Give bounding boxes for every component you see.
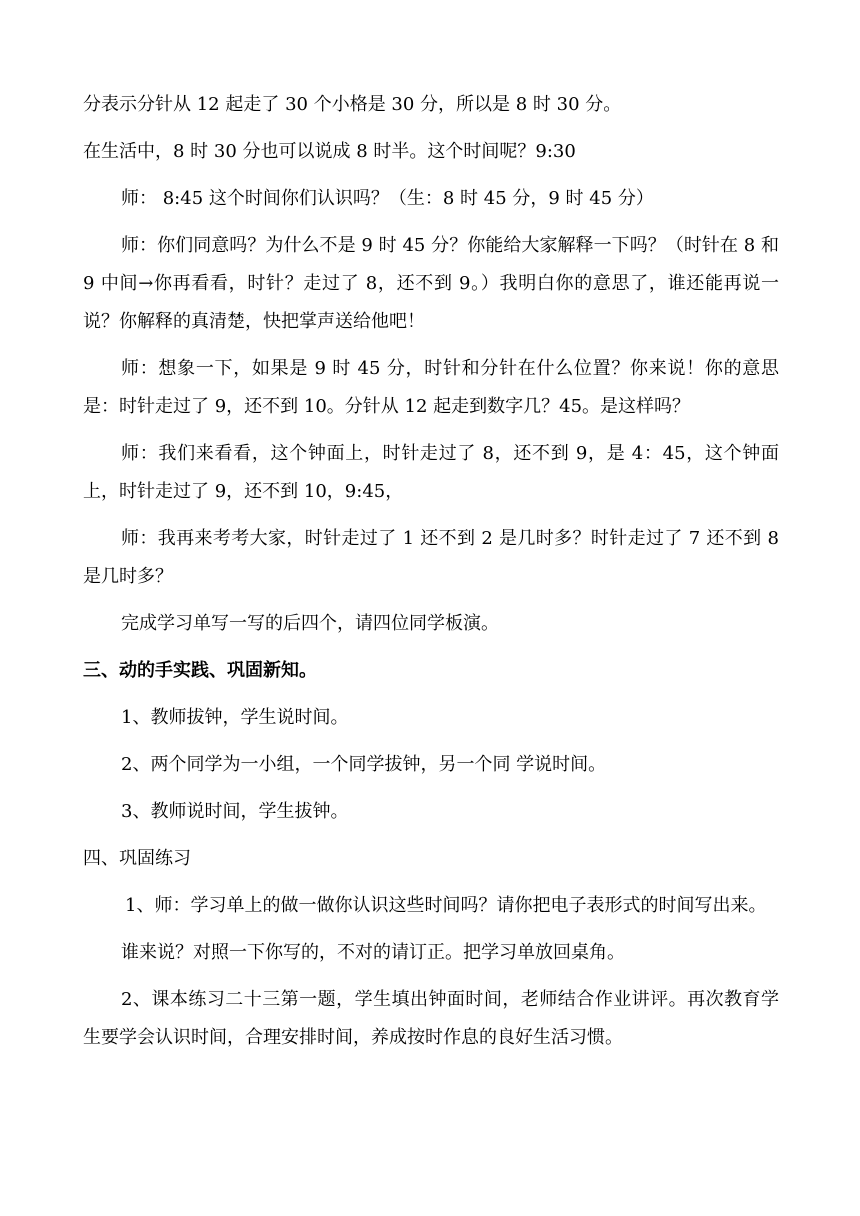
list-item-3: 3、教师说时间，学生拔钟。 [121, 801, 349, 822]
exercise-1: 1、师：学习单上的做一做你认识这些时间吗？请你把电子表形式的时间写出来。 [125, 895, 767, 916]
section-heading-3: 三、动的手实践、巩固新知。 [83, 660, 317, 681]
paragraph-8: 完成学习单写一写的后四个，请四位同学板演。 [121, 613, 499, 634]
paragraph-3: 师： 8:45 这个时间你们认识吗？（生：8 时 45 分，9 时 45 分） [121, 188, 654, 209]
paragraph-1: 分表示分针从 12 起走了 30 个小格是 30 分，所以是 8 时 30 分。 [83, 94, 622, 115]
paragraph-6: 师：我们来看看，这个钟面上，时针走过了 8，还不到 9，是 4：45，这个钟面上，时针走过了 9，还不到 10，9:45， [83, 443, 779, 502]
paragraph-5: 师：想象一下，如果是 9 时 45 分，时针和分针在什么位置？你来说！你的意思是：时针走过了 9，还不到 10。分针从 12 起走到数字几？45。是这样吗？ [83, 358, 779, 417]
exercise-2: 2、课本练习二十三第一题，学生填出钟面时间，老师结合作业讲评。再次教育学生要学会认识时间，合理安排时间，养成按时作息的良好生活习惯。 [83, 989, 779, 1048]
paragraph-2: 在生活中，8 时 30 分也可以说成 8 时半。这个时间呢？9:30 [83, 141, 576, 162]
document-body [83, 86, 779, 1066]
paragraph-4: 师：你们同意吗？为什么不是 9 时 45 分？你能给大家解释一下吗？（时针在 8 和 9 中间→你再看看，时针？走过了 8，还不到 9。）我明白你的意思了，谁还能再说一说？你解释的真清楚，快把掌声送给他吧！ [83, 235, 779, 332]
section-heading-4: 四、巩固练习 [83, 848, 191, 869]
paragraph-7: 师：我再来考考大家，时针走过了 1 还不到 2 是几时多？时针走过了 7 还不到 8 是几时多？ [83, 528, 779, 587]
list-item-2: 2、两个同学为一小组，一个同学拔钟，另一个同 学说时间。 [121, 754, 607, 775]
exercise-1-followup: 谁来说？对照一下你写的，不对的请订正。把学习单放回桌角。 [121, 942, 625, 963]
list-item-1: 1、教师拔钟，学生说时间。 [121, 707, 349, 728]
